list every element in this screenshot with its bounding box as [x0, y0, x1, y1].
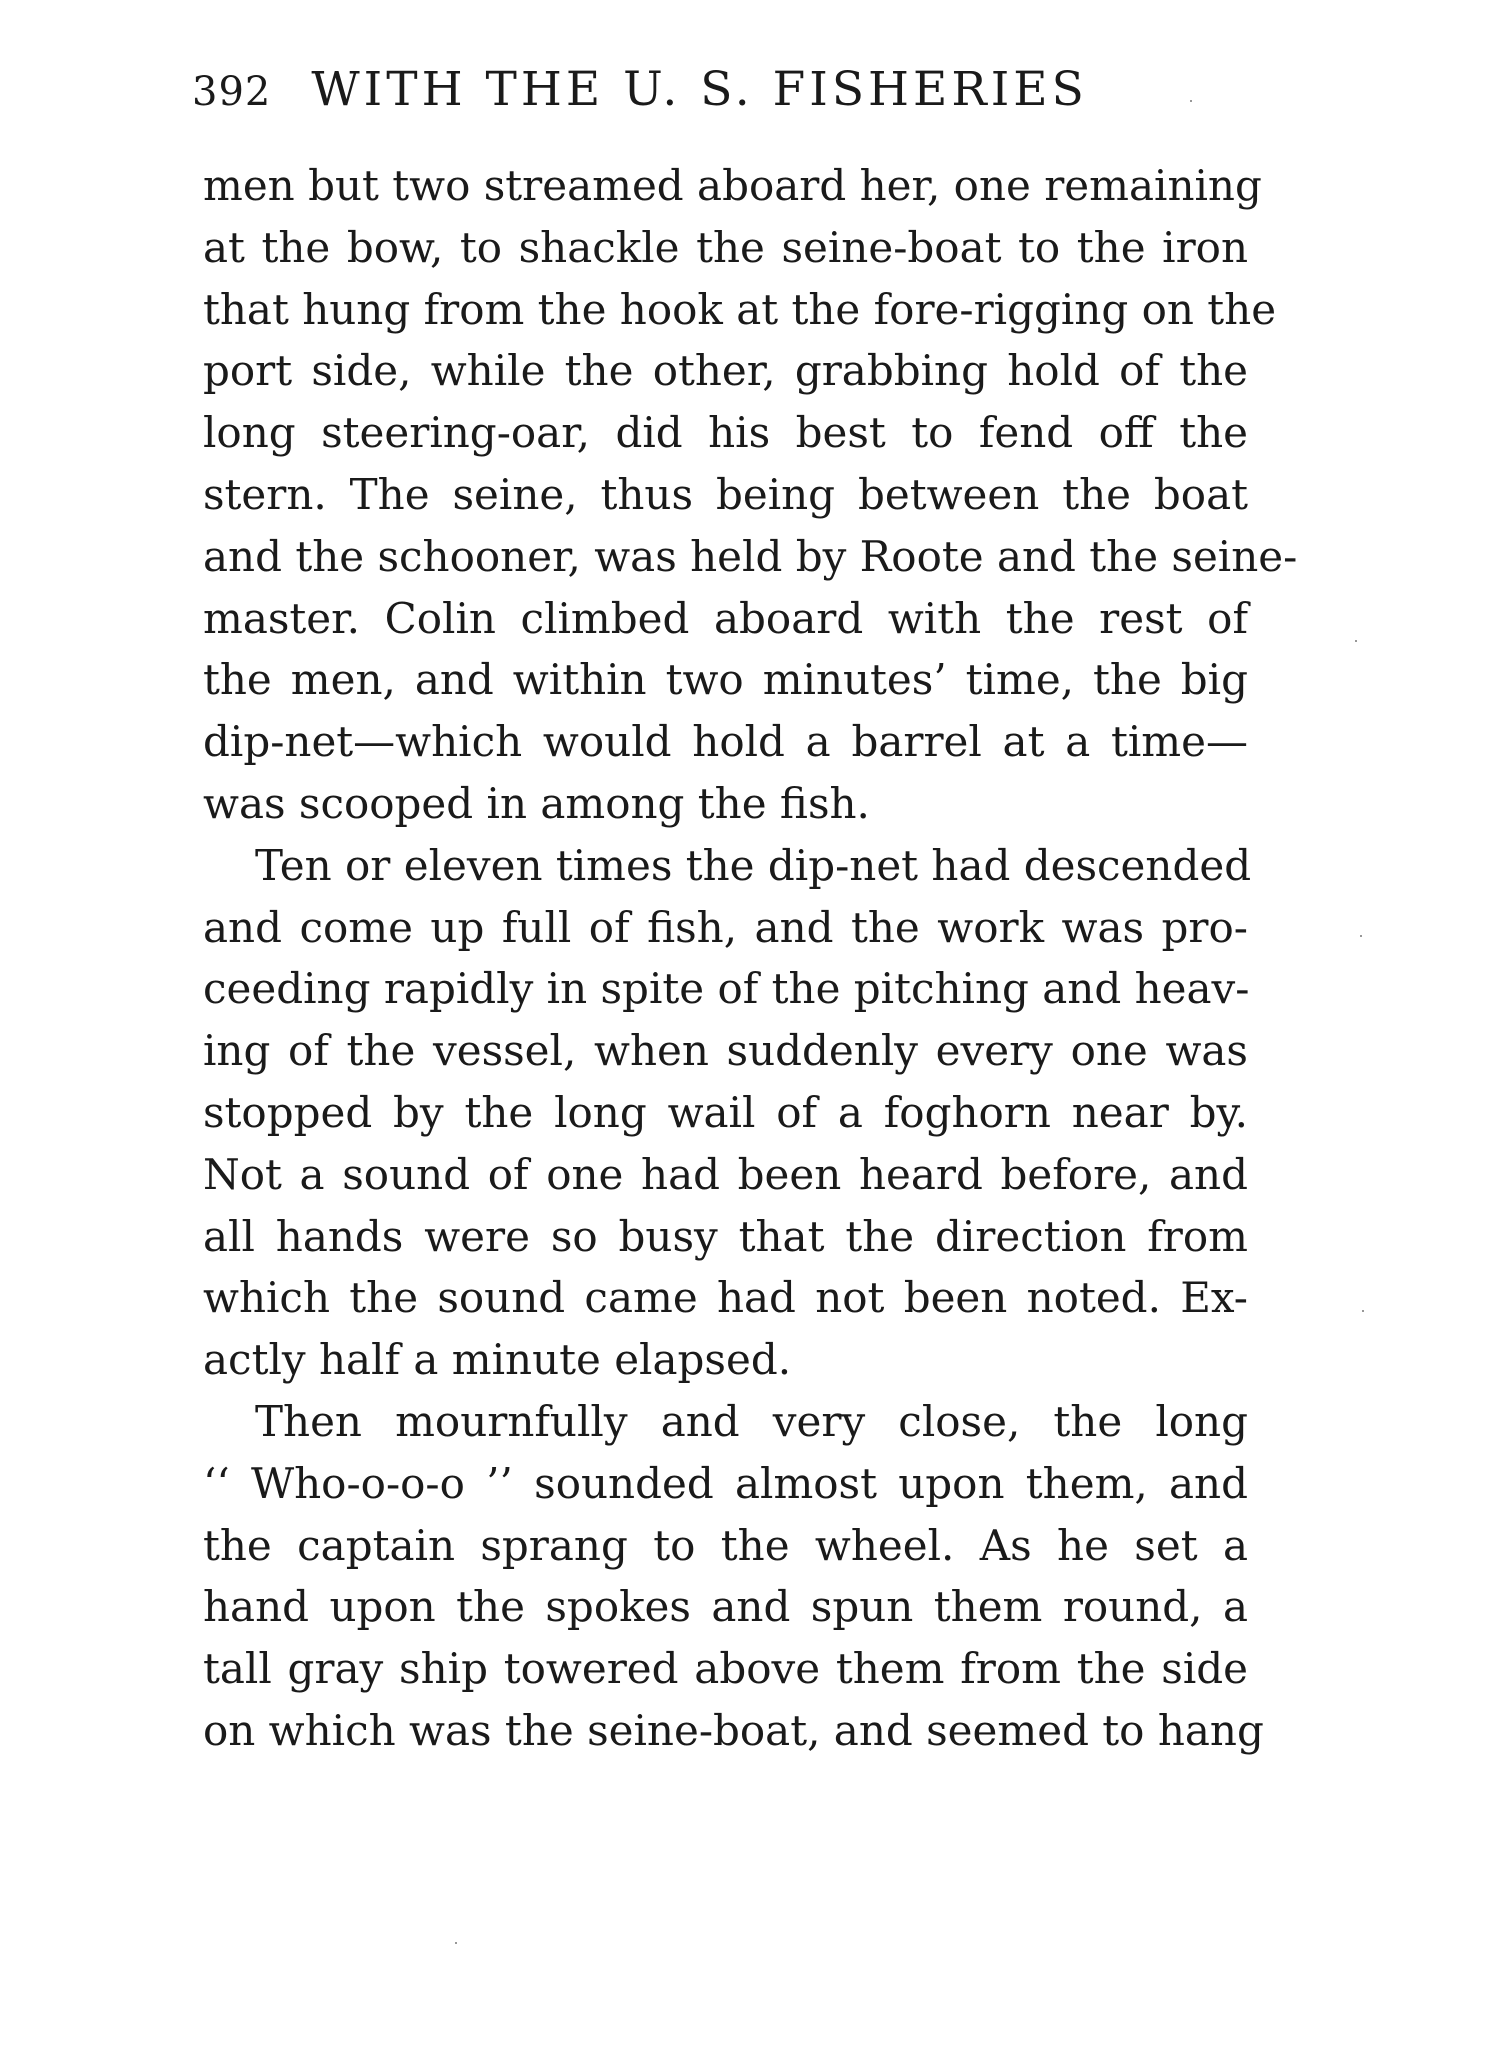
text-line: stern. The seine, thus being between the boat	[203, 469, 1248, 519]
text-line: and the schooner, was held by Roote and the seine-	[203, 531, 1298, 581]
text-line: ‘‘ Who-o-o-o ’’ sounded almost upon them, and	[203, 1458, 1248, 1508]
text-line: Not a sound of one had been heard before, and	[203, 1149, 1248, 1199]
text-line: ing of the vessel, when suddenly every one was	[203, 1026, 1248, 1076]
text-line: the men, and within two minutes’ time, the big	[203, 655, 1248, 705]
body-text	[203, 155, 1298, 1762]
text-line: master. Colin climbed aboard with the rest of	[203, 593, 1248, 643]
text-line: that hung from the hook at the fore-rigging on the	[203, 284, 1277, 334]
text-line: tall gray ship towered above them from the side	[203, 1644, 1248, 1694]
text-line: stopped by the long wail of a foghorn near by.	[203, 1087, 1248, 1137]
paragraph-start-line: Then mournfully and very close, the long	[255, 1396, 1248, 1446]
print-speck	[1362, 1310, 1364, 1312]
text-line: men but two streamed aboard her, one remaining	[203, 161, 1262, 210]
text-line: hand upon the spokes and spun them round, a	[203, 1582, 1248, 1632]
text-line: long steering-oar, did his best to fend off the	[203, 408, 1248, 458]
text-line: ceeding rapidly in spite of the pitching and heav-	[203, 964, 1250, 1014]
page-header	[192, 62, 1242, 132]
page-number: 392	[192, 69, 272, 115]
paragraph-start-line: Ten or eleven times the dip-net had descended	[255, 840, 1252, 890]
text-line: port side, while the other, grabbing hold of the	[203, 346, 1248, 396]
text-line: at the bow, to shackle the seine-boat to the iron	[203, 222, 1248, 272]
paragraph-end-line: actly half a minute elapsed.	[203, 1335, 792, 1385]
text-line: dip-net—which would hold a barrel at a time—	[203, 717, 1248, 767]
text-line: which the sound came had not been noted. Ex-	[203, 1273, 1248, 1323]
print-speck	[1360, 935, 1362, 937]
text-line: and come up full of fish, and the work was pro-	[203, 902, 1248, 952]
print-speck	[1190, 100, 1192, 102]
paragraph-end-line: was scooped in among the fish.	[203, 778, 870, 828]
text-line: all hands were so busy that the direction from	[203, 1211, 1248, 1261]
print-speck	[1355, 640, 1357, 642]
print-speck	[455, 1942, 457, 1944]
text-line: on which was the seine-boat, and seemed to hang	[203, 1705, 1264, 1755]
running-title: WITH THE U. S. FISHERIES	[311, 62, 1088, 117]
text-line: the captain sprang to the wheel. As he set a	[203, 1520, 1248, 1570]
